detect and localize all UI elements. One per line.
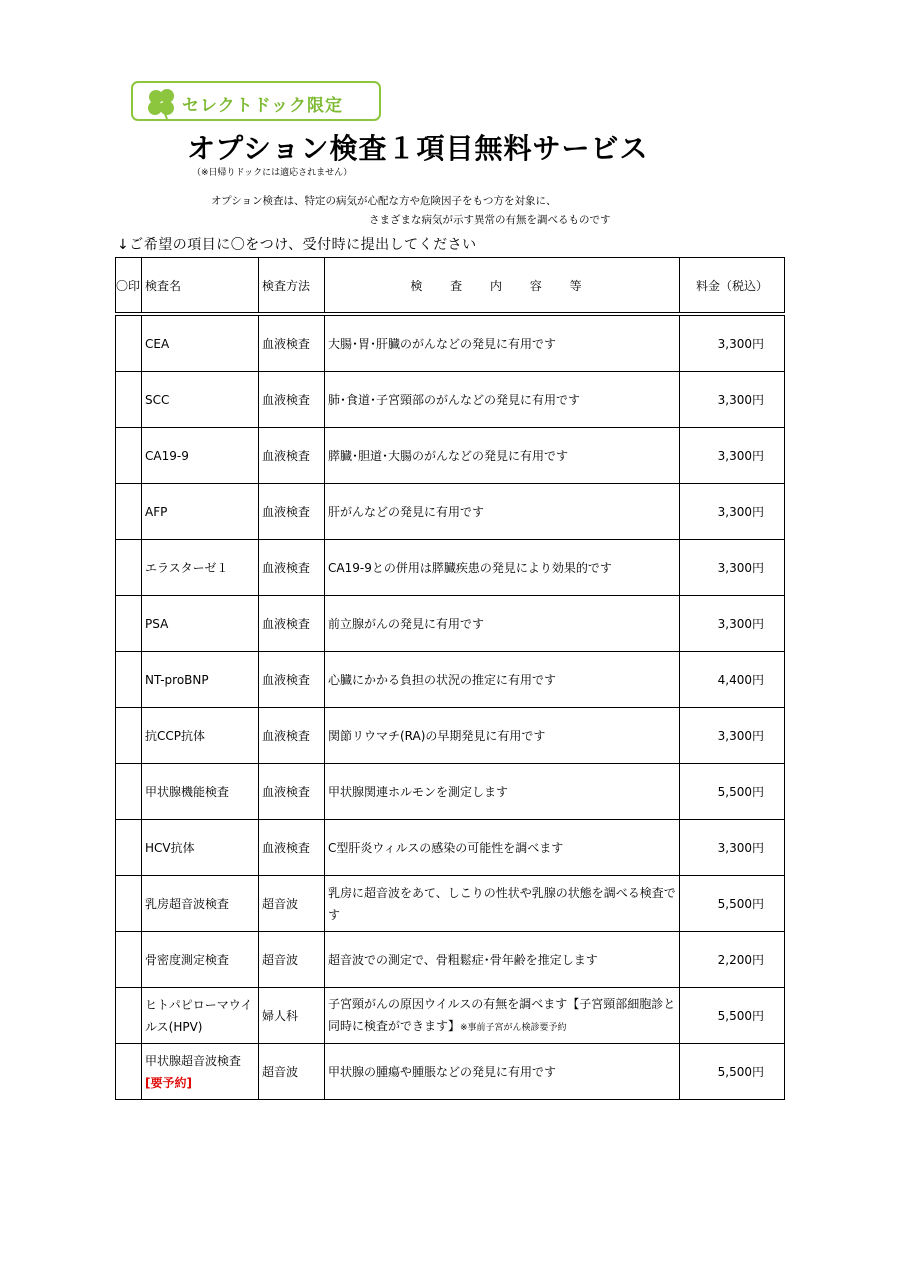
- exam-name-cell: [142, 314, 259, 372]
- exam-name: 甲状腺超音波検査: [145, 1053, 242, 1068]
- header-price: 料金（税込）: [680, 258, 785, 315]
- exam-price-cell: 3,300円: [680, 314, 785, 372]
- exam-description-cell: [325, 932, 680, 988]
- exam-name-cell: [142, 484, 259, 540]
- table-row: [116, 652, 785, 708]
- exam-price-cell: 3,300円: [680, 540, 785, 596]
- exam-description-cell: [325, 1044, 680, 1100]
- table-row: [116, 1044, 785, 1100]
- exam-price-cell: 3,300円: [680, 820, 785, 876]
- exam-name-cell: [142, 372, 259, 428]
- exam-name-cell: [142, 876, 259, 932]
- subnote: （※日帰りドックには適応されません）: [192, 168, 353, 178]
- exam-price-cell: 3,300円: [680, 428, 785, 484]
- exam-name: 甲状腺機能検査: [145, 784, 230, 799]
- exam-name-cell: [142, 596, 259, 652]
- mark-cell[interactable]: [116, 764, 142, 820]
- exam-name: SCC: [145, 392, 170, 407]
- exam-name-cell: [142, 1044, 259, 1100]
- exam-description: 心臓にかかる負担の状況の推定に有用です: [328, 672, 557, 687]
- exam-description-cell: [325, 372, 680, 428]
- mark-cell[interactable]: [116, 428, 142, 484]
- exam-price-cell: 3,300円: [680, 372, 785, 428]
- table-row: [116, 876, 785, 932]
- header-name: 検査名: [142, 258, 259, 315]
- exam-description: 乳房に超音波をあて、しこりの性状や乳腺の状態を調べる検査です: [328, 885, 676, 922]
- exam-name: CEA: [145, 336, 170, 351]
- table-row: [116, 764, 785, 820]
- exam-description-cell: [325, 540, 680, 596]
- exam-description-cell: [325, 708, 680, 764]
- clover-icon: [145, 87, 179, 121]
- mark-cell[interactable]: [116, 876, 142, 932]
- exam-description: 大腸･胃･肝臓のがんなどの発見に有用です: [328, 336, 557, 351]
- mark-cell[interactable]: [116, 652, 142, 708]
- table-row: [116, 428, 785, 484]
- exam-price-cell: 2,200円: [680, 932, 785, 988]
- exam-description: 肺･食道･子宮頸部のがんなどの発見に有用です: [328, 392, 581, 407]
- exam-method-cell: 婦人科: [259, 988, 325, 1044]
- exam-description-cell: [325, 764, 680, 820]
- exam-name: 抗CCP抗体: [145, 728, 205, 743]
- exam-description-cell: [325, 596, 680, 652]
- exam-name-cell: [142, 820, 259, 876]
- exam-method-cell: 超音波: [259, 876, 325, 932]
- mark-cell[interactable]: [116, 820, 142, 876]
- table-header-row: [116, 258, 785, 315]
- table-row: [116, 932, 785, 988]
- exam-name-cell: [142, 652, 259, 708]
- exam-price-cell: 5,500円: [680, 988, 785, 1044]
- intro-line-1: オプション検査は、特定の病気が心配な方や危険因子をもつ方を対象に、: [211, 195, 557, 207]
- exam-method-cell: 超音波: [259, 1044, 325, 1100]
- exam-description-cell: [325, 876, 680, 932]
- exam-note: ※事前子宮がん検診要予約: [460, 1022, 567, 1033]
- exam-method-cell: 血液検査: [259, 540, 325, 596]
- header-mark: 〇印: [116, 258, 142, 315]
- exam-description-cell: [325, 652, 680, 708]
- exam-price-cell: 3,300円: [680, 484, 785, 540]
- reservation-required-tag: [要予約]: [145, 1075, 192, 1090]
- exam-name: 乳房超音波検査: [145, 896, 230, 911]
- select-dock-badge: [131, 81, 381, 121]
- exam-name-cell: [142, 988, 259, 1044]
- exam-method-cell: 血液検査: [259, 820, 325, 876]
- mark-cell[interactable]: [116, 1044, 142, 1100]
- intro-line-2: さまざまな病気が示す異常の有無を調べるものです: [369, 214, 611, 226]
- exam-name: AFP: [145, 504, 168, 519]
- exam-description: 前立腺がんの発見に有用です: [328, 616, 485, 631]
- exam-method-cell: 血液検査: [259, 372, 325, 428]
- mark-cell[interactable]: [116, 540, 142, 596]
- exam-description: 肝がんなどの発見に有用です: [328, 504, 485, 519]
- exam-price-cell: 5,500円: [680, 764, 785, 820]
- exam-description: CA19-9との併用は膵臓疾患の発見により効果的です: [328, 560, 612, 575]
- exam-price-cell: 4,400円: [680, 652, 785, 708]
- mark-cell[interactable]: [116, 314, 142, 372]
- exam-method-cell: 血液検査: [259, 314, 325, 372]
- exam-method-cell: 超音波: [259, 932, 325, 988]
- exam-name: 骨密度測定検査: [145, 952, 230, 967]
- exam-name-cell: [142, 428, 259, 484]
- header-desc: 検 査 内 容 等: [325, 258, 680, 315]
- mark-cell[interactable]: [116, 708, 142, 764]
- mark-cell[interactable]: [116, 484, 142, 540]
- exam-method-cell: 血液検査: [259, 652, 325, 708]
- table-row: [116, 596, 785, 652]
- mark-cell[interactable]: [116, 932, 142, 988]
- table-row: [116, 314, 785, 372]
- instruction: ↓ご希望の項目に〇をつけ、受付時に提出してください: [117, 237, 477, 253]
- exam-description-cell: [325, 428, 680, 484]
- exam-price-cell: 3,300円: [680, 708, 785, 764]
- exam-name: ヒトパピローマウイルス(HPV): [145, 997, 253, 1034]
- exam-name-cell: [142, 708, 259, 764]
- exam-description-cell: [325, 988, 680, 1044]
- exam-method-cell: 血液検査: [259, 484, 325, 540]
- mark-cell[interactable]: [116, 988, 142, 1044]
- exam-price-cell: 5,500円: [680, 1044, 785, 1100]
- exam-method-cell: 血液検査: [259, 428, 325, 484]
- exam-name: NT-proBNP: [145, 672, 209, 687]
- table-row: [116, 820, 785, 876]
- header-method: 検査方法: [259, 258, 325, 315]
- mark-cell[interactable]: [116, 596, 142, 652]
- exam-name-cell: [142, 764, 259, 820]
- exam-name-cell: [142, 932, 259, 988]
- exam-name: HCV抗体: [145, 840, 195, 855]
- exam-description: 関節リウマチ(RA)の早期発見に有用です: [328, 728, 546, 743]
- exam-description: 甲状腺関連ホルモンを測定します: [328, 784, 509, 799]
- exam-method-cell: 血液検査: [259, 764, 325, 820]
- exam-description: 甲状腺の腫瘍や腫脹などの発見に有用です: [328, 1064, 557, 1079]
- table-row: [116, 484, 785, 540]
- exam-name: エラスターゼ１: [145, 560, 229, 575]
- option-exam-table: [115, 257, 785, 1100]
- exam-name-cell: [142, 540, 259, 596]
- exam-description-cell: [325, 820, 680, 876]
- exam-method-cell: 血液検査: [259, 596, 325, 652]
- exam-price-cell: 3,300円: [680, 596, 785, 652]
- table-row: [116, 540, 785, 596]
- exam-description: 膵臓･胆道･大腸のがんなどの発見に有用です: [328, 448, 569, 463]
- exam-description: C型肝炎ウィルスの感染の可能性を調べます: [328, 840, 564, 855]
- mark-cell[interactable]: [116, 372, 142, 428]
- table-row: [116, 372, 785, 428]
- table-row: [116, 988, 785, 1044]
- exam-name: CA19-9: [145, 448, 189, 463]
- table-row: [116, 708, 785, 764]
- exam-name: PSA: [145, 616, 169, 631]
- exam-method-cell: 血液検査: [259, 708, 325, 764]
- exam-description-cell: [325, 484, 680, 540]
- exam-price-cell: 5,500円: [680, 876, 785, 932]
- exam-description-cell: [325, 314, 680, 372]
- exam-description: 子宮頸がんの原因ウイルスの有無を調べます【子宮頸部細胞診と同時に検査ができます】: [328, 996, 676, 1033]
- page-title: オプション検査１項目無料サービス: [187, 132, 649, 165]
- badge-label: セレクトドック限定: [182, 96, 343, 116]
- exam-description: 超音波での測定で、骨粗鬆症･骨年齢を推定します: [328, 952, 598, 967]
